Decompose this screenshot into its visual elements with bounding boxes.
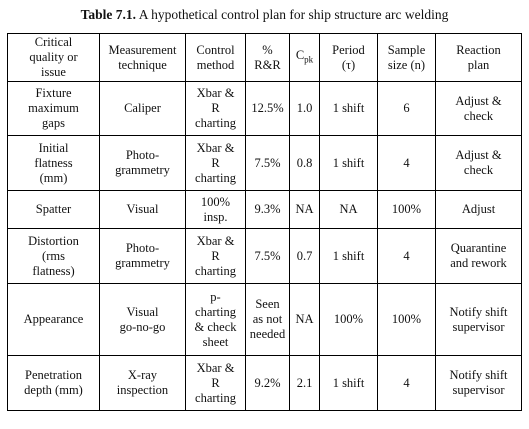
cell-cpk: 0.8 <box>290 136 320 191</box>
cell-sample: 4 <box>378 229 436 284</box>
cell-reaction: Adjust & check <box>436 82 522 136</box>
header-measurement: Measurement technique <box>100 34 186 82</box>
cell-cpk: NA <box>290 284 320 356</box>
cell-issue: Initial flatness (mm) <box>8 136 100 191</box>
table-row <box>8 136 522 191</box>
caption-label: Table 7.1. <box>80 7 137 22</box>
cell-reaction: Quarantine and rework <box>436 229 522 284</box>
header-reaction: Reaction plan <box>436 34 522 82</box>
header-sample: Sample size (n) <box>378 34 436 82</box>
table-caption <box>0 6 529 23</box>
header-period: Period (τ) <box>320 34 378 82</box>
header-control: Control method <box>186 34 246 82</box>
cell-sample: 100% <box>378 191 436 229</box>
cell-technique: Photo- grammetry <box>100 136 186 191</box>
cell-cpk: 1.0 <box>290 82 320 136</box>
cell-issue: Distortion (rms flatness) <box>8 229 100 284</box>
cell-technique: Visual <box>100 191 186 229</box>
cell-method: 100% insp. <box>186 191 246 229</box>
cell-rr: 7.5% <box>246 229 290 284</box>
header-cpk: $C_{pk}$ <box>290 34 320 82</box>
cell-cpk: NA <box>290 191 320 229</box>
table-row <box>8 229 522 284</box>
cell-reaction: Adjust <box>436 191 522 229</box>
cell-issue: Fixture maximum gaps <box>8 82 100 136</box>
cell-method: Xbar & R charting <box>186 82 246 136</box>
cell-rr: 7.5% <box>246 136 290 191</box>
caption-text: A hypothetical control plan for ship structure arc welding <box>138 7 449 22</box>
cell-method: Xbar & R charting <box>186 229 246 284</box>
cell-rr: 9.3% <box>246 191 290 229</box>
cell-sample: 6 <box>378 82 436 136</box>
cell-method: Xbar & R charting <box>186 356 246 411</box>
table-row <box>8 356 522 411</box>
cell-issue: Spatter <box>8 191 100 229</box>
cell-technique: Caliper <box>100 82 186 136</box>
cell-rr: 9.2% <box>246 356 290 411</box>
cell-period: 1 shift <box>320 229 378 284</box>
table-row <box>8 191 522 229</box>
cell-technique: X-ray inspection <box>100 356 186 411</box>
cell-reaction: Notify shift supervisor <box>436 284 522 356</box>
control-plan-table <box>7 33 522 411</box>
table-row <box>8 82 522 136</box>
cell-period: 100% <box>320 284 378 356</box>
cell-cpk: 2.1 <box>290 356 320 411</box>
cell-sample: 4 <box>378 356 436 411</box>
cell-cpk: 0.7 <box>290 229 320 284</box>
cell-issue: Penetration depth (mm) <box>8 356 100 411</box>
header-rr: % R&R <box>246 34 290 82</box>
cell-rr: 12.5% <box>246 82 290 136</box>
cell-period: 1 shift <box>320 356 378 411</box>
cell-sample: 4 <box>378 136 436 191</box>
cell-reaction: Notify shift supervisor <box>436 356 522 411</box>
cell-rr: Seen as not needed <box>246 284 290 356</box>
cell-issue: Appearance <box>8 284 100 356</box>
cell-method: p- charting & check sheet <box>186 284 246 356</box>
cell-technique: Photo- grammetry <box>100 229 186 284</box>
cell-sample: 100% <box>378 284 436 356</box>
cell-method: Xbar & R charting <box>186 136 246 191</box>
header-row <box>8 34 522 82</box>
cell-period: 1 shift <box>320 136 378 191</box>
cell-period: NA <box>320 191 378 229</box>
cell-period: 1 shift <box>320 82 378 136</box>
table-row <box>8 284 522 356</box>
cell-reaction: Adjust & check <box>436 136 522 191</box>
header-critical: Critical quality or issue <box>8 34 100 82</box>
cell-technique: Visual go-no-go <box>100 284 186 356</box>
